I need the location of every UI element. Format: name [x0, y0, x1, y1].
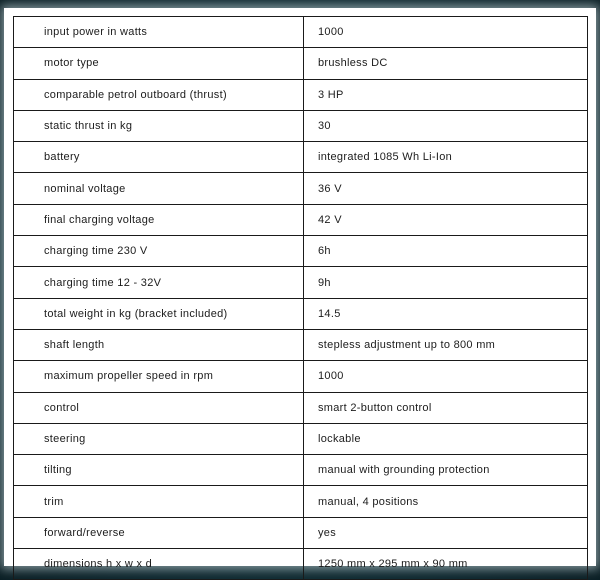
spec-value: manual, 4 positions	[304, 486, 588, 517]
spec-label: maximum propeller speed in rpm	[14, 361, 304, 392]
table-row	[14, 48, 588, 79]
spec-label: motor type	[14, 48, 304, 79]
table-row	[14, 298, 588, 329]
spec-label: input power in watts	[14, 17, 304, 48]
spec-value: stepless adjustment up to 800 mm	[304, 329, 588, 360]
table-row	[14, 204, 588, 235]
table-row	[14, 517, 588, 548]
table-row	[14, 329, 588, 360]
spec-label: battery	[14, 142, 304, 173]
table-row	[14, 142, 588, 173]
table-row	[14, 423, 588, 454]
spec-label: dimensions h x w x d	[14, 549, 304, 580]
spec-value: 3 HP	[304, 79, 588, 110]
spec-value: 1250 mm x 295 mm x 90 mm	[304, 549, 588, 580]
table-row	[14, 17, 588, 48]
specifications-table	[13, 16, 588, 580]
spec-label: forward/reverse	[14, 517, 304, 548]
table-row	[14, 173, 588, 204]
table-row	[14, 236, 588, 267]
spec-label: nominal voltage	[14, 173, 304, 204]
spec-label: shaft length	[14, 329, 304, 360]
table-row	[14, 455, 588, 486]
spec-label: charging time 230 V	[14, 236, 304, 267]
spec-value: 9h	[304, 267, 588, 298]
spec-label: steering	[14, 423, 304, 454]
spec-value: integrated 1085 Wh Li-Ion	[304, 142, 588, 173]
table-row	[14, 79, 588, 110]
spec-label: charging time 12 - 32V	[14, 267, 304, 298]
spec-value: brushless DC	[304, 48, 588, 79]
spec-value: 42 V	[304, 204, 588, 235]
spec-value: manual with grounding protection	[304, 455, 588, 486]
spec-label: final charging voltage	[14, 204, 304, 235]
spec-value: 6h	[304, 236, 588, 267]
spec-label: trim	[14, 486, 304, 517]
spec-value: 30	[304, 110, 588, 141]
spec-label: tilting	[14, 455, 304, 486]
spec-value: 14.5	[304, 298, 588, 329]
table-row	[14, 361, 588, 392]
table-row	[14, 267, 588, 298]
spec-value: 36 V	[304, 173, 588, 204]
spec-value: 1000	[304, 17, 588, 48]
spec-label: control	[14, 392, 304, 423]
spec-value: lockable	[304, 423, 588, 454]
spec-sheet-frame	[4, 8, 596, 571]
table-row	[14, 486, 588, 517]
table-row	[14, 392, 588, 423]
table-row	[14, 110, 588, 141]
spec-value: smart 2-button control	[304, 392, 588, 423]
table-row	[14, 549, 588, 580]
spec-label: total weight in kg (bracket included)	[14, 298, 304, 329]
spec-value: yes	[304, 517, 588, 548]
spec-value: 1000	[304, 361, 588, 392]
spec-label: comparable petrol outboard (thrust)	[14, 79, 304, 110]
spec-label: static thrust in kg	[14, 110, 304, 141]
